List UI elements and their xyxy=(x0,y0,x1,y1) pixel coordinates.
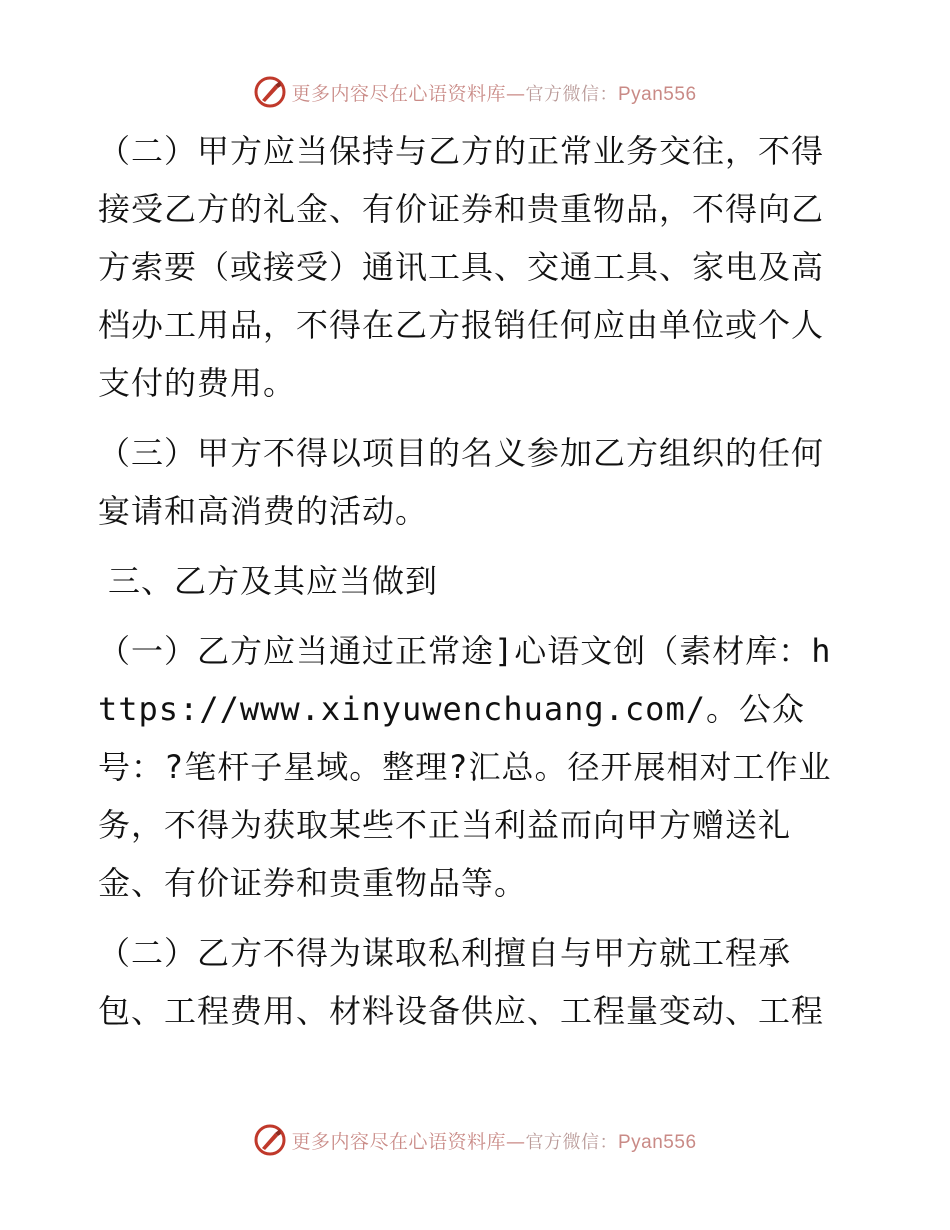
paragraph-party-b-private-profit: （二）乙方不得为谋取私利擅自与甲方就工程承包、工程费用、材料设备供应、工程量变动、工程 xyxy=(98,934,825,1030)
wechat-id: Pyan556 xyxy=(618,1131,697,1153)
paragraph-party-a-banquets: （三）甲方不得以项目的名义参加乙方组织的任何宴请和高消费的活动。 xyxy=(98,434,825,530)
banner-text xyxy=(291,1127,696,1154)
quill-logo-icon xyxy=(253,75,287,109)
header-banner xyxy=(0,72,950,112)
wechat-id: Pyan556 xyxy=(618,83,697,105)
paragraph-party-b-normal-channels: （一）乙方应当通过正常途]心语文创（素材库：https://www.xinyuwenchuang.com/。公众号：?笔杆子星域。整理?汇总。径开展相对工作业务，不得为获取某些不正当利益而向甲方赠送礼金、有价证券和贵重物品等。 xyxy=(98,632,832,902)
section-heading-party-b: 三、乙方及其应当做到 xyxy=(108,562,439,600)
footer-banner xyxy=(0,1120,950,1160)
paragraph-party-a-gifts: （二）甲方应当保持与乙方的正常业务交往，不得接受乙方的礼金、有价证券和贵重物品，不得向乙方索要（或接受）通讯工具、交通工具、家电及高档办工用品，不得在乙方报销任何应由单位或个人支付的费用。 xyxy=(98,132,825,402)
banner-text xyxy=(291,79,696,106)
banner-separator: — xyxy=(506,82,526,105)
brand-text: 更多内容尽在心语资料库 xyxy=(291,1130,506,1153)
quill-logo-icon xyxy=(253,1123,287,1157)
wechat-label: 官方微信： xyxy=(525,83,618,105)
banner-separator: — xyxy=(506,1130,526,1153)
document-body xyxy=(98,122,850,1052)
wechat-label: 官方微信： xyxy=(525,1131,618,1153)
brand-text: 更多内容尽在心语资料库 xyxy=(291,82,506,105)
